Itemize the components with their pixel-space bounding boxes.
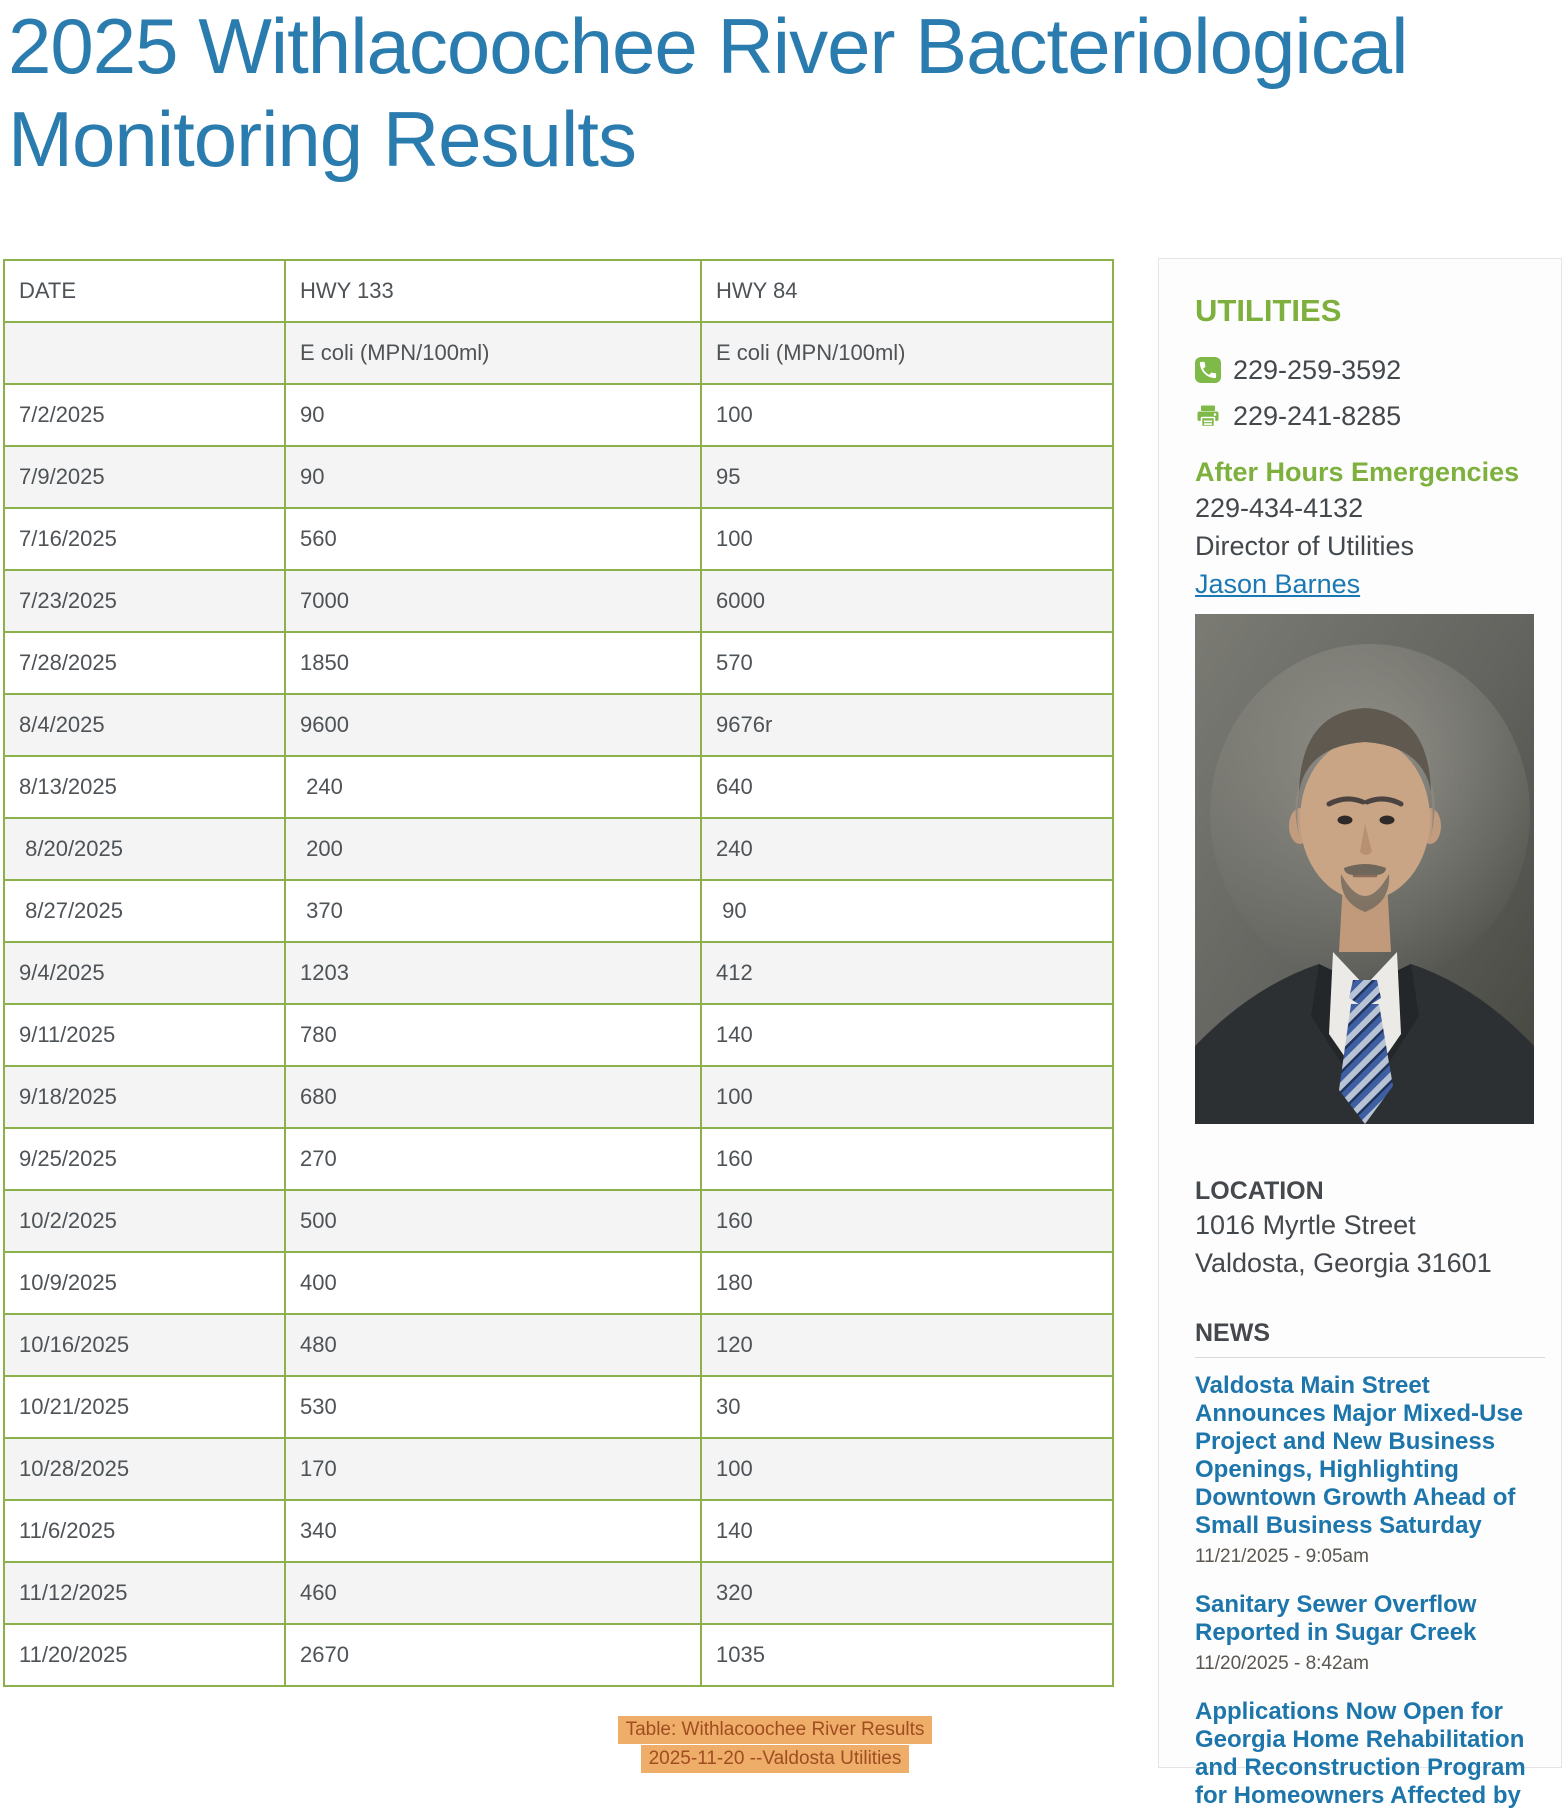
table-cell: 9/11/2025	[4, 1004, 285, 1066]
table-cell: 140	[701, 1004, 1113, 1066]
table-cell: 1203	[285, 942, 701, 1004]
table-cell: E coli (MPN/100ml)	[701, 322, 1113, 384]
table-cell: 30	[701, 1376, 1113, 1438]
table-cell: 9/18/2025	[4, 1066, 285, 1128]
table-cell: 560	[285, 508, 701, 570]
table-cell: 100	[701, 1066, 1113, 1128]
phone-row	[1195, 353, 1545, 387]
table-row	[4, 1624, 1113, 1686]
table-cell: 170	[285, 1438, 701, 1500]
table-row	[4, 756, 1113, 818]
table-row	[4, 384, 1113, 446]
table-cell: 780	[285, 1004, 701, 1066]
table-cell: 95	[701, 446, 1113, 508]
table-row	[4, 942, 1113, 1004]
column-header-hwy84: HWY 84	[701, 260, 1113, 322]
table-row	[4, 1252, 1113, 1314]
address-line1: 1016 Myrtle Street	[1195, 1210, 1416, 1240]
table-cell: 90	[701, 880, 1113, 942]
table-body	[4, 322, 1113, 1686]
table-cell: 8/20/2025	[4, 818, 285, 880]
table-row	[4, 880, 1113, 942]
table-cell: 200	[285, 818, 701, 880]
table-row	[4, 1562, 1113, 1624]
table-cell: 680	[285, 1066, 701, 1128]
column-header-date: DATE	[4, 260, 285, 322]
fax-icon	[1195, 403, 1221, 429]
news-list	[1195, 1372, 1545, 1810]
table-row	[4, 818, 1113, 880]
table-cell: 7/28/2025	[4, 632, 285, 694]
table-cell: 100	[701, 384, 1113, 446]
table-cell: 140	[701, 1500, 1113, 1562]
news-link[interactable]: Sanitary Sewer Overflow Reported in Sugar Creek	[1195, 1591, 1477, 1646]
table-row	[4, 1438, 1113, 1500]
table-cell: 640	[701, 756, 1113, 818]
table-cell: 10/9/2025	[4, 1252, 285, 1314]
table-cell: 90	[285, 446, 701, 508]
table-cell: 10/16/2025	[4, 1314, 285, 1376]
table-cell: 6000	[701, 570, 1113, 632]
utilities-heading: UTILITIES	[1195, 293, 1342, 328]
table-cell: 8/27/2025	[4, 880, 285, 942]
table-row	[4, 1128, 1113, 1190]
page-title-line1: 2025 Withlacoochee River Bacteriological	[8, 2, 1408, 90]
table-cell: 400	[285, 1252, 701, 1314]
table-cell: 320	[701, 1562, 1113, 1624]
table-cell: 100	[701, 508, 1113, 570]
address-line2: Valdosta, Georgia 31601	[1195, 1248, 1492, 1278]
table-row	[4, 1500, 1113, 1562]
table-cell: 1035	[701, 1624, 1113, 1686]
table-cell: 340	[285, 1500, 701, 1562]
table-row	[4, 446, 1113, 508]
table-cell: 10/28/2025	[4, 1438, 285, 1500]
table-cell: 2670	[285, 1624, 701, 1686]
table-cell: 9/4/2025	[4, 942, 285, 1004]
director-link[interactable]: Jason Barnes	[1195, 569, 1361, 599]
table-cell: 8/13/2025	[4, 756, 285, 818]
after-hours-label: After Hours Emergencies	[1195, 457, 1520, 487]
table-row	[4, 1004, 1113, 1066]
page-title	[8, 0, 1407, 186]
phone-icon	[1195, 357, 1221, 383]
table-cell: 270	[285, 1128, 701, 1190]
table-cell: 11/12/2025	[4, 1562, 285, 1624]
table-cell: 100	[701, 1438, 1113, 1500]
column-header-hwy133: HWY 133	[285, 260, 701, 322]
table-row	[4, 632, 1113, 694]
table-cell: 7/23/2025	[4, 570, 285, 632]
table-subheader-row	[4, 322, 1113, 384]
table-row	[4, 570, 1113, 632]
director-photo	[1195, 614, 1534, 1124]
table-cell: E coli (MPN/100ml)	[285, 322, 701, 384]
news-link[interactable]: Valdosta Main Street Announces Major Mixed-Use Project and New Business Openings, Highlighting Downtown Growth Ahead of Small Business Saturday	[1195, 1372, 1524, 1539]
table-cell: 240	[285, 756, 701, 818]
table-cell: 9600	[285, 694, 701, 756]
news-date: 11/20/2025 - 8:42am	[1195, 1653, 1369, 1674]
table-cell: 480	[285, 1314, 701, 1376]
table-cell: 7/9/2025	[4, 446, 285, 508]
table-row	[4, 1066, 1113, 1128]
table-cell: 7000	[285, 570, 701, 632]
news-date: 11/21/2025 - 9:05am	[1195, 1546, 1369, 1567]
table-cell: 240	[701, 818, 1113, 880]
table-cell: 120	[701, 1314, 1113, 1376]
table-cell: 460	[285, 1562, 701, 1624]
table-caption-line2: 2025-11-20 --Valdosta Utilities	[641, 1745, 910, 1773]
table-cell: 500	[285, 1190, 701, 1252]
table-cell: 160	[701, 1128, 1113, 1190]
sidebar-card	[1158, 258, 1562, 1809]
fax-number[interactable]: 229-241-8285	[1233, 401, 1402, 431]
news-item	[1195, 1698, 1545, 1810]
table-caption	[540, 1716, 1010, 1774]
table-cell: 11/20/2025	[4, 1624, 285, 1686]
table-cell: 7/2/2025	[4, 384, 285, 446]
table-cell: 370	[285, 880, 701, 942]
table-cell: 90	[285, 384, 701, 446]
table-cell: 9/25/2025	[4, 1128, 285, 1190]
table-caption-line1: Table: Withlacoochee River Results	[618, 1716, 933, 1744]
director-title: Director of Utilities	[1195, 531, 1415, 561]
table-row	[4, 1376, 1113, 1438]
table-cell: 11/6/2025	[4, 1500, 285, 1562]
table-cell: 8/4/2025	[4, 694, 285, 756]
news-divider	[1195, 1357, 1545, 1358]
table-row	[4, 694, 1113, 756]
news-link[interactable]: Applications Now Open for Georgia Home Rehabilitation and Reconstruction Program for Homeowners Affected by	[1195, 1698, 1526, 1809]
table-cell: 160	[701, 1190, 1113, 1252]
table-header-row	[4, 260, 1113, 322]
table-cell: 530	[285, 1376, 701, 1438]
results-table	[3, 259, 1114, 1687]
location-heading: LOCATION	[1195, 1177, 1324, 1205]
news-item	[1195, 1372, 1545, 1569]
page-title-line2: Monitoring Results	[8, 95, 636, 183]
table-cell: 412	[701, 942, 1113, 1004]
news-item	[1195, 1591, 1545, 1676]
table-row	[4, 508, 1113, 570]
table-row	[4, 1314, 1113, 1376]
phone-number[interactable]: 229-259-3592	[1233, 355, 1402, 385]
table-cell: 7/16/2025	[4, 508, 285, 570]
table-row	[4, 1190, 1113, 1252]
table-cell: 570	[701, 632, 1113, 694]
table-cell: 1850	[285, 632, 701, 694]
table-cell: 180	[701, 1252, 1113, 1314]
after-hours-phone: 229-434-4132	[1195, 493, 1364, 523]
fax-row	[1195, 399, 1545, 433]
table-cell: 10/21/2025	[4, 1376, 285, 1438]
table-cell: 10/2/2025	[4, 1190, 285, 1252]
table-cell: 9676r	[701, 694, 1113, 756]
news-heading: NEWS	[1195, 1319, 1270, 1347]
table-cell	[4, 322, 285, 384]
